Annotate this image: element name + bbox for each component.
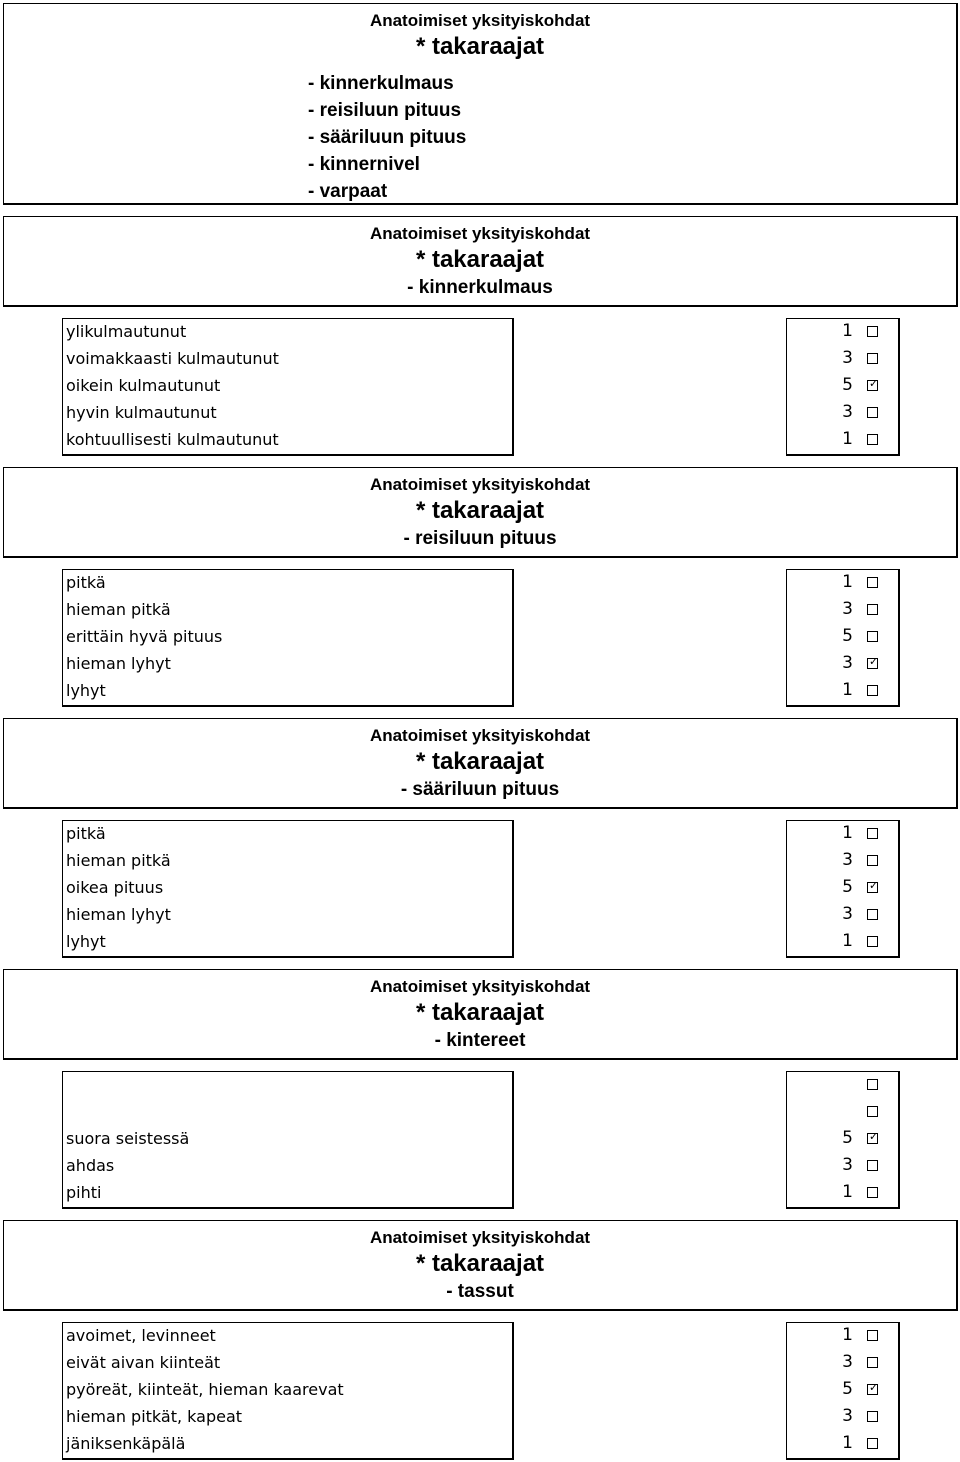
option-score: 1 (842, 572, 853, 592)
option-score-row (787, 875, 898, 902)
option-checkbox[interactable] (867, 1079, 878, 1090)
option-score-row (787, 373, 898, 400)
option-checkbox[interactable] (867, 1130, 879, 1144)
option-checkbox[interactable] (867, 828, 878, 839)
option-score: 3 (842, 1352, 853, 1372)
option-score-box (786, 1071, 900, 1209)
option-checkbox[interactable] (867, 1438, 878, 1449)
option-score: 1 (842, 823, 853, 843)
option-score-row (787, 1072, 898, 1099)
option-row (63, 875, 512, 902)
option-score-row (787, 570, 898, 597)
option-score: 3 (842, 1155, 853, 1175)
option-row (63, 848, 512, 875)
option-label: pitkä (66, 824, 106, 843)
checkmark-icon: ✓ (869, 655, 879, 668)
option-row (63, 1431, 512, 1458)
option-row (63, 427, 512, 454)
option-checkbox[interactable] (867, 1357, 878, 1368)
option-checkbox[interactable] (867, 1187, 878, 1198)
option-score-box (786, 569, 900, 707)
option-score-row (787, 400, 898, 427)
option-label: hieman pitkät, kapeat (66, 1407, 243, 1426)
option-checkbox[interactable] (867, 434, 878, 445)
option-checkbox[interactable] (867, 655, 879, 669)
overview-title: * takaraajat (415, 33, 545, 60)
option-score: 3 (842, 402, 853, 422)
option-row (63, 1126, 512, 1153)
option-score: 1 (842, 680, 853, 700)
option-row (63, 400, 512, 427)
option-score-row (787, 1377, 898, 1404)
option-score-row (787, 848, 898, 875)
option-checkbox[interactable] (867, 353, 878, 364)
section-subtitle: - tassut (446, 1281, 514, 1302)
option-score: 3 (842, 850, 853, 870)
option-label: hieman pitkä (66, 600, 171, 619)
section-title: * takaraajat (415, 246, 545, 273)
option-row (63, 1323, 512, 1350)
checkmark-icon: ✓ (869, 1130, 879, 1143)
option-score-row (787, 1431, 898, 1458)
option-score-row (787, 821, 898, 848)
option-checkbox[interactable] (867, 631, 878, 642)
section-title: * takaraajat (415, 999, 545, 1026)
option-score: 5 (842, 375, 853, 395)
option-row (63, 1404, 512, 1431)
option-label: hieman lyhyt (66, 905, 171, 924)
section-header (3, 1220, 958, 1311)
option-label-box (62, 318, 514, 456)
option-checkbox[interactable] (867, 1160, 878, 1171)
overview-item: - kinnernivel (308, 154, 420, 175)
section-subtitle: - kintereet (434, 1030, 526, 1051)
option-score: 5 (842, 626, 853, 646)
option-score-row (787, 319, 898, 346)
option-label: pihti (66, 1183, 102, 1202)
option-checkbox[interactable] (867, 855, 878, 866)
option-row (63, 1153, 512, 1180)
option-checkbox[interactable] (867, 1330, 878, 1341)
section-supertitle: Anatoimiset yksityiskohdat (369, 977, 591, 996)
option-checkbox[interactable] (867, 577, 878, 588)
option-row (63, 651, 512, 678)
section-header (3, 969, 958, 1060)
option-score-row (787, 651, 898, 678)
option-row (63, 570, 512, 597)
option-label-box (62, 569, 514, 707)
section-subtitle: - kinnerkulmaus (407, 277, 553, 298)
option-label-box (62, 1322, 514, 1460)
option-label: jäniksenkäpälä (66, 1434, 186, 1453)
option-score-row (787, 1350, 898, 1377)
option-checkbox[interactable] (867, 936, 878, 947)
checkmark-icon: ✓ (869, 377, 879, 390)
option-label: pitkä (66, 573, 106, 592)
option-score: 1 (842, 429, 853, 449)
option-score-row (787, 902, 898, 929)
option-label: pyöreät, kiinteät, hieman kaarevat (66, 1380, 344, 1399)
option-label: hieman pitkä (66, 851, 171, 870)
option-score: 1 (842, 931, 853, 951)
overview-item: - sääriluun pituus (308, 127, 467, 148)
option-score-row (787, 678, 898, 705)
overview-header (3, 3, 958, 205)
option-label: oikea pituus (66, 878, 164, 897)
option-row (63, 319, 512, 346)
option-label-box (62, 820, 514, 958)
option-score-row (787, 1180, 898, 1207)
option-score-box (786, 318, 900, 456)
checkmark-icon: ✓ (869, 1381, 879, 1394)
option-checkbox[interactable] (867, 909, 878, 920)
option-checkbox[interactable] (867, 1411, 878, 1422)
option-score: 5 (842, 877, 853, 897)
section-title: * takaraajat (415, 748, 545, 775)
section-supertitle: Anatoimiset yksityiskohdat (369, 475, 591, 494)
overview-item: - varpaat (308, 181, 388, 202)
option-score: 5 (842, 1379, 853, 1399)
section-title: * takaraajat (415, 1250, 545, 1277)
option-row (63, 1072, 512, 1099)
option-checkbox[interactable] (867, 685, 878, 696)
option-score: 3 (842, 599, 853, 619)
option-label: erittäin hyvä pituus (66, 627, 223, 646)
option-label: kohtuullisesti kulmautunut (66, 430, 279, 449)
overview-supertitle: Anatoimiset yksityiskohdat (369, 11, 591, 30)
section-supertitle: Anatoimiset yksityiskohdat (369, 224, 591, 243)
option-row (63, 346, 512, 373)
option-label: eivät aivan kiinteät (66, 1353, 221, 1372)
option-score-row (787, 597, 898, 624)
option-checkbox[interactable] (867, 604, 878, 615)
option-label: voimakkaasti kulmautunut (66, 349, 279, 368)
option-row (63, 821, 512, 848)
option-checkbox[interactable] (867, 377, 879, 391)
option-row (63, 597, 512, 624)
checkmark-icon: ✓ (869, 879, 879, 892)
option-row (63, 678, 512, 705)
option-label: hieman lyhyt (66, 654, 171, 673)
option-score-row (787, 1153, 898, 1180)
option-score: 1 (842, 1325, 853, 1345)
option-checkbox[interactable] (867, 326, 878, 337)
overview-item: - reisiluun pituus (308, 100, 462, 121)
option-checkbox[interactable] (867, 1106, 878, 1117)
option-score: 5 (842, 1128, 853, 1148)
option-row (63, 1099, 512, 1126)
option-row (63, 1377, 512, 1404)
option-score-row (787, 346, 898, 373)
option-score-row (787, 1099, 898, 1126)
option-score: 3 (842, 653, 853, 673)
option-score: 3 (842, 1406, 853, 1426)
option-score-row (787, 1323, 898, 1350)
section-subtitle: - sääriluun pituus (400, 779, 560, 800)
option-score-row (787, 929, 898, 956)
option-score: 1 (842, 1182, 853, 1202)
option-row (63, 929, 512, 956)
option-label: ahdas (66, 1156, 115, 1175)
option-checkbox[interactable] (867, 879, 879, 893)
option-row (63, 902, 512, 929)
section-header (3, 718, 958, 809)
option-score-row (787, 624, 898, 651)
option-label: ylikulmautunut (66, 322, 187, 341)
option-score-box (786, 820, 900, 958)
option-score-row (787, 1126, 898, 1153)
option-score: 1 (842, 1433, 853, 1453)
section-subtitle: - reisiluun pituus (403, 528, 557, 549)
option-score: 3 (842, 348, 853, 368)
option-row (63, 1180, 512, 1207)
option-score-row (787, 1404, 898, 1431)
overview-item: - kinnerkulmaus (308, 73, 454, 94)
option-checkbox[interactable] (867, 1381, 879, 1395)
section-supertitle: Anatoimiset yksityiskohdat (369, 1228, 591, 1247)
section-supertitle: Anatoimiset yksityiskohdat (369, 726, 591, 745)
option-label: oikein kulmautunut (66, 376, 221, 395)
section-title: * takaraajat (415, 497, 545, 524)
option-score-row (787, 427, 898, 454)
option-row (63, 1350, 512, 1377)
option-score: 3 (842, 904, 853, 924)
option-row (63, 624, 512, 651)
option-label: hyvin kulmautunut (66, 403, 217, 422)
option-label: lyhyt (66, 932, 106, 951)
section-header (3, 216, 958, 307)
option-score-box (786, 1322, 900, 1460)
section-header (3, 467, 958, 558)
option-score: 1 (842, 321, 853, 341)
option-label-box (62, 1071, 514, 1209)
overview-item-list (308, 70, 466, 205)
option-label: suora seistessä (66, 1129, 190, 1148)
option-row (63, 373, 512, 400)
option-label: avoimet, levinneet (66, 1326, 216, 1345)
option-label: lyhyt (66, 681, 106, 700)
option-checkbox[interactable] (867, 407, 878, 418)
